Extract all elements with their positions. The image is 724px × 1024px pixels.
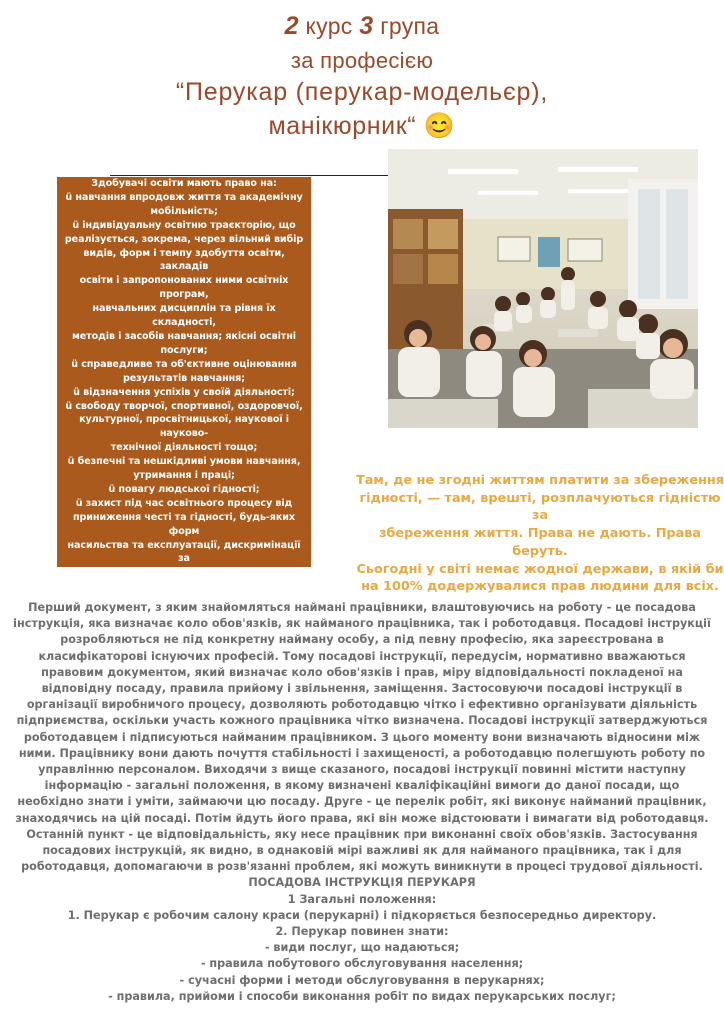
body-line: правовим документом, який визначає коло обов'язків і прав, міру відповідальності покладеної на xyxy=(41,665,683,679)
quote-line: Там, де не згодні життям платити за збереження xyxy=(356,473,724,488)
job-description-text xyxy=(10,600,714,1005)
list-item: - сучасні форми і методи обслуговування в перукарнях; xyxy=(179,973,545,987)
rights-line: Здобувачі освіти мають право на: xyxy=(91,178,277,189)
rights-line: приниження честі та гідності, будь-яких форм xyxy=(73,511,295,537)
body-line: Останній пункт - це відповідальність, яку несе працівник при виконанні своїх обов'язків. Застосування xyxy=(26,827,698,841)
rights-line: ü свободу творчої, спортивної, оздоровчої, xyxy=(65,400,303,412)
body-line: роботодавцем і підписуються найманим працівником. З цього моменту вони визначають відносини між xyxy=(23,730,701,744)
rights-line: навчальних дисциплін та рівня їх складності, xyxy=(92,303,276,329)
rights-line: технічної діяльності тощо; xyxy=(110,442,258,454)
header-line-profession-name: “Перукар (перукар-модельєр), xyxy=(175,78,549,106)
rights-line: насильства та експлуатації, дискримінації за xyxy=(67,539,301,565)
body-line: відповідну посаду, правила прийому і звільнення, заміщення. Застосовуючи посадові інструкції в xyxy=(41,682,683,696)
section-heading: ПОСАДОВА ІНСТРУКЦІЯ ПЕРУКАРЯ xyxy=(248,876,476,890)
rights-line: ü відзначення успіхів у своїй діяльності; xyxy=(73,386,295,398)
classroom-photo xyxy=(388,149,698,428)
header-line-profession-intro: за професією xyxy=(290,48,434,73)
rights-line: результатів навчання; xyxy=(123,372,245,384)
rights-line: методів і засобів навчання; якісні освітні послуги; xyxy=(72,330,296,356)
body-line: організації виробничого процесу, дозволяють роботодавцю чітко і ефективно організувати діяльність xyxy=(26,698,698,712)
group-word: група xyxy=(380,13,440,39)
course-word: курс xyxy=(305,13,353,39)
list-item: - правила, прийоми і способи виконання робіт по видах перукарських послуг; xyxy=(108,989,616,1003)
body-line: посадових інструкцій, як видно, в однаковій мірі важливі як для найманого працівника, так і для xyxy=(42,844,682,858)
rights-line: культурної, просвітницької, наукової і науково- xyxy=(79,414,289,440)
body-line: необхідно знати і уміти, займаючи цю посаду. Друге - це перелік робіт, які виконує найманий працівник, xyxy=(17,795,707,809)
rights-line: ü повагу людської гідності; xyxy=(108,483,260,495)
header-line-course-group xyxy=(0,12,724,40)
list-item: - правила побутового обслуговування населення; xyxy=(200,957,524,971)
body-line: Перший документ, з яким знайомляться наймані працівники, влаштовуючись на роботу - це посадова xyxy=(28,601,696,614)
body-line: 1. Перукар є робочим салону краси (перукарні) і підкоряється безпосередньо директору. xyxy=(67,908,657,922)
rights-quote xyxy=(354,472,724,596)
rights-line: ü безпечні та нешкідливі умови навчання, xyxy=(67,456,301,468)
student-rights-box xyxy=(57,177,311,567)
body-line: інструкція, яка визначає коло обов'язків, як найманого працівника, так і роботодавця. Посадові інструкції xyxy=(13,617,711,631)
header-line-profession-name-2: манікюрник“ 😊 xyxy=(268,112,456,140)
body-line: роботодавця, допомагаючи в розв'язанні проблем, які можуть виникнути в процесі трудової діяльності. xyxy=(21,860,703,874)
rights-line: освіти і запропонованих ними освітніх програм, xyxy=(79,275,289,301)
divider-line xyxy=(110,175,405,176)
rights-line: утримання і праці; xyxy=(133,470,235,482)
rights-line: ü справедливе та об'єктивне оцінювання xyxy=(71,358,297,370)
body-line: інформацію - загальні положення, в якому визначені кваліфікаційні вимоги до даної посади, що xyxy=(44,779,680,793)
rights-line: ü індивідуальну освітню траєкторію, що xyxy=(72,219,296,231)
rights-line: ü навчання впродовж життя та академічну xyxy=(65,191,303,203)
list-item: - види послуг, що надаються; xyxy=(264,941,460,955)
body-line: класифікаторові існуючих професій. Тому посадові інструкції, передусім, нормативно вважаються xyxy=(38,649,686,663)
quote-line: збереження життя. Права не дають. Права беруть. xyxy=(379,526,701,559)
body-line: 2. Перукар повинен знати: xyxy=(275,925,449,939)
body-line: управлінню персоналом. Виходячи з вище сказаного, посадові інструкції повинні містити наступну xyxy=(38,763,686,777)
body-line: розробляються не під конкретну найману особу, а під певну професію, яка зареєстрована в xyxy=(60,633,664,647)
body-line: ними. Працівнику вони дають почуття стабільності і захищеності, а роботодавцю полегшують роботу по xyxy=(18,746,706,760)
body-line: знаходячись на цій посаді. Потім йдуть його права, які він може відстоювати і вимагати від роботодавця. xyxy=(15,811,709,825)
rights-line xyxy=(61,566,307,567)
quote-line: Сьогодні у світі немає жодної держави, в якій би xyxy=(356,561,724,577)
subsection-heading: 1 Загальні положення: xyxy=(287,892,437,906)
rights-line: видів, форм і темпу здобуття освіти, закладів xyxy=(83,247,285,273)
body-line: підприємства, оскільки участь кожного працівника чітко визначена. Посадові інструкції затверджуються xyxy=(16,714,708,728)
rights-line: ü захист під час освітнього процесу від xyxy=(75,497,293,509)
course-number: 2 xyxy=(284,12,299,40)
rights-line: мобільність; xyxy=(150,205,218,217)
group-number: 3 xyxy=(359,12,374,40)
quote-line: на 100% додержувалися прав людини для всіх. xyxy=(361,579,719,595)
quote-line: гідності, — там, врешті, розплачуються гідністю за xyxy=(359,490,721,524)
rights-line: реалізується, зокрема, через вільний вибір xyxy=(64,233,304,245)
